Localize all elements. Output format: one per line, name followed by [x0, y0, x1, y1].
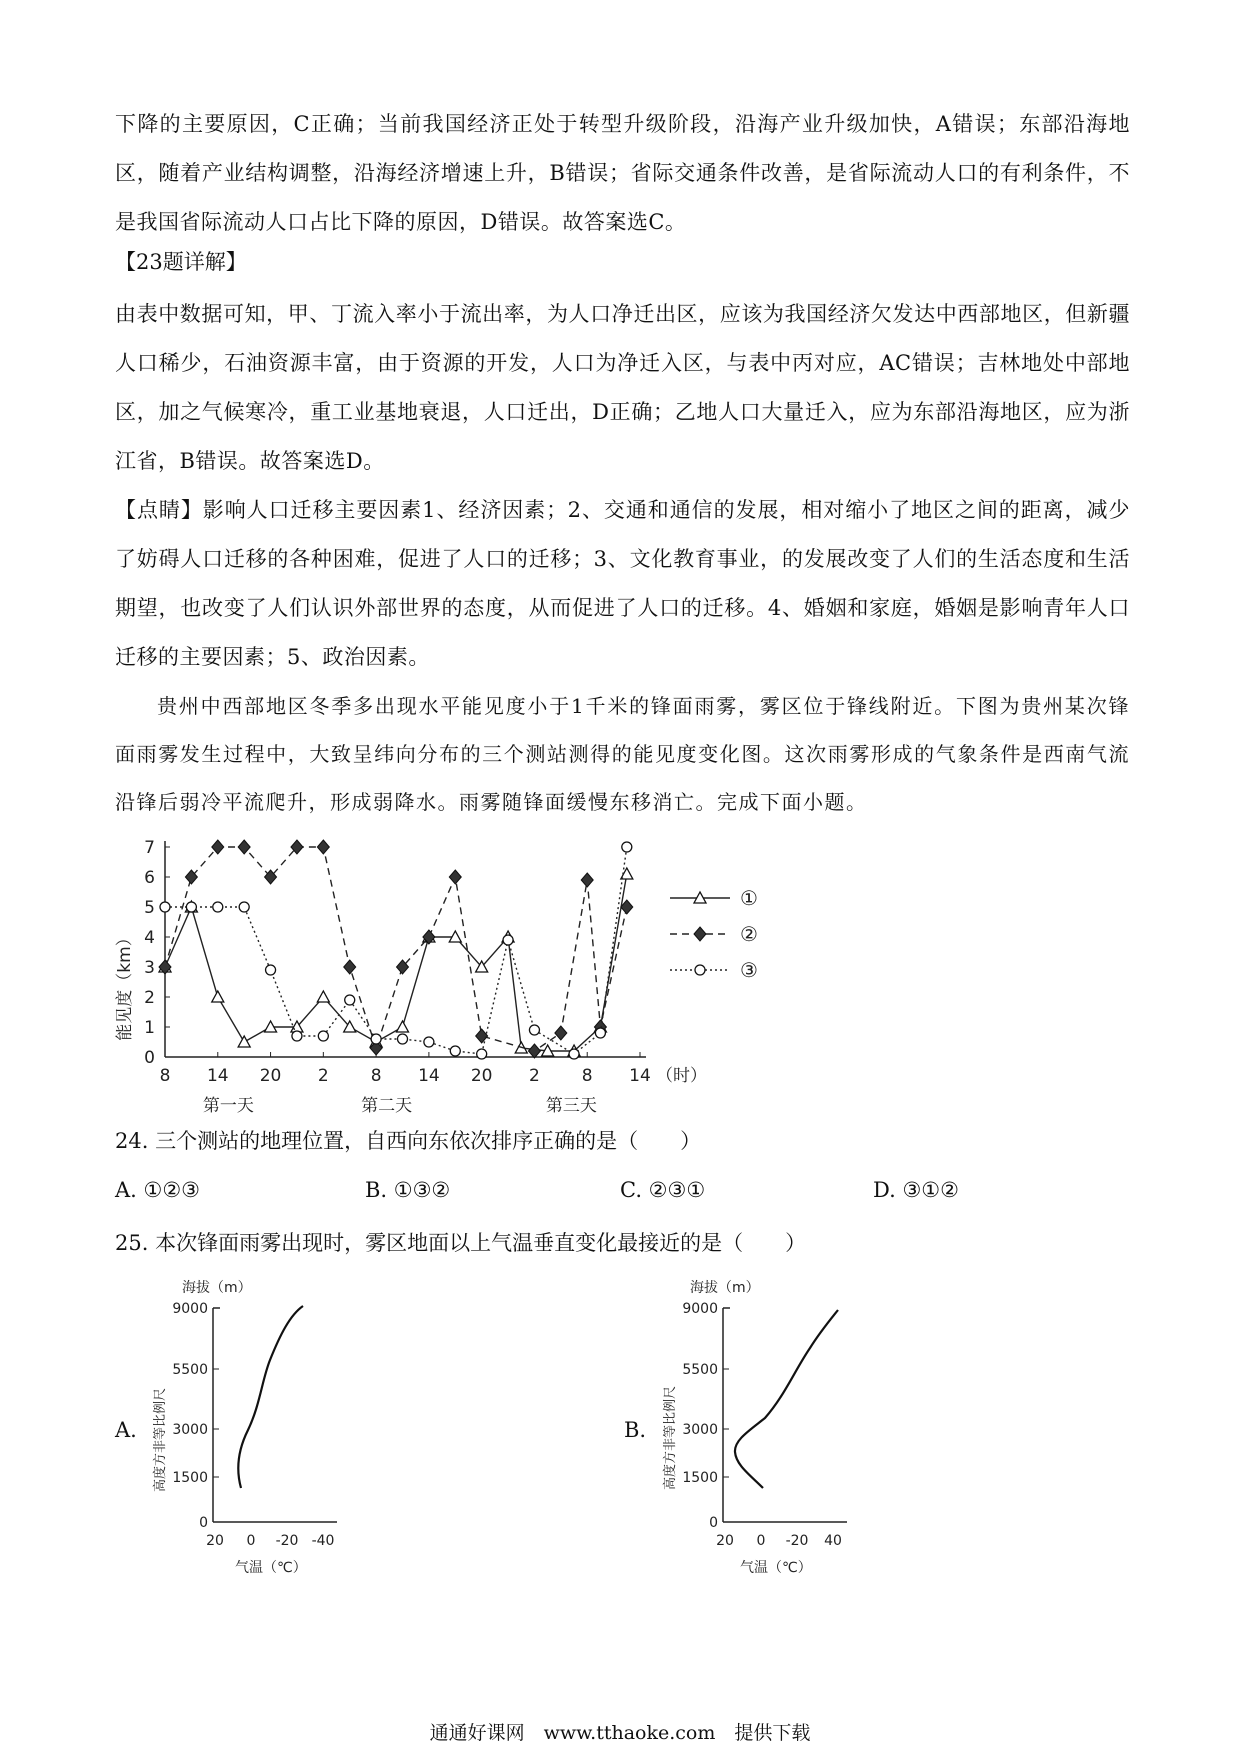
- graph-a-ytick-1500: 1500: [172, 1470, 208, 1486]
- graph-a-xtick-20: 20: [206, 1533, 224, 1549]
- data-point-circle: [477, 1049, 487, 1059]
- data-point-circle: [371, 1034, 381, 1044]
- graph-a-temperature-curve: [238, 1306, 303, 1488]
- y-tick-label: 1: [144, 1018, 155, 1038]
- x-tick-label: 14: [206, 1066, 229, 1086]
- q24-option-c[interactable]: C. ②③①: [620, 1178, 706, 1202]
- graph-a-xlabel: 气温（℃）: [235, 1560, 307, 1576]
- data-point-circle: [160, 902, 170, 912]
- graph-b-xtick-40: 40: [824, 1533, 842, 1549]
- legend-label: ③: [740, 958, 758, 982]
- data-point-circle: [595, 1028, 605, 1038]
- data-point-circle: [239, 902, 249, 912]
- graph-a-ytick-3000: 3000: [172, 1422, 208, 1438]
- graph-a-ytick-5500: 5500: [172, 1362, 208, 1378]
- data-point-diamond: [555, 1026, 567, 1040]
- q24-option-a[interactable]: A. ①②③: [115, 1178, 200, 1202]
- graph-b-xtick-0: 0: [756, 1533, 766, 1549]
- x-tick-label: 2: [317, 1066, 329, 1086]
- graph-b-ylabel-side: 高度方非等比例尺: [663, 1385, 678, 1491]
- x-tick-label: 8: [159, 1066, 171, 1086]
- q25-graph-b: [650, 1270, 870, 1580]
- question-25-stem: 25. 本次锋面雨雾出现时，雾区地面以上气温垂直变化最接近的是（ ）: [115, 1231, 807, 1255]
- graph-a-ylabel-top: 海拔（m）: [182, 1280, 252, 1296]
- y-tick-label: 6: [144, 868, 155, 888]
- day-label: 第一天: [202, 1096, 254, 1116]
- data-point-circle: [398, 1034, 408, 1044]
- legend-label: ②: [740, 922, 758, 946]
- graph-b-ytick-9000: 9000: [682, 1301, 718, 1317]
- data-point-diamond: [344, 960, 356, 974]
- x-unit-label: （时）: [656, 1066, 707, 1086]
- y-tick-label: 4: [144, 928, 155, 948]
- x-tick-label: 20: [470, 1066, 493, 1086]
- chart-legend: [670, 880, 800, 1000]
- graph-b-ytick-5500: 5500: [682, 1362, 718, 1378]
- y-tick-label: 7: [144, 838, 155, 858]
- day-label: 第二天: [361, 1096, 413, 1116]
- data-point-diamond: [449, 870, 461, 884]
- graph-b-ylabel-top: 海拔（m）: [690, 1280, 760, 1296]
- graph-b-xlabel: 气温（℃）: [740, 1560, 812, 1576]
- day-label: 第三天: [545, 1096, 597, 1116]
- q24-option-d[interactable]: D. ③①②: [873, 1178, 959, 1202]
- y-tick-label: 5: [144, 898, 155, 918]
- data-point-circle: [529, 1025, 539, 1035]
- q25-option-a-label[interactable]: A.: [115, 1418, 137, 1442]
- paragraph-23-explanation: 由表中数据可知，甲、丁流入率小于流出率，为人口净迁出区，应该为我国经济欠发达中西部地区，但新疆人口稀少，石油资源丰富，由于资源的开发，人口为净迁入区，与表中丙对应，AC错误；吉林地处中部地区，加之气候寒冷，重工业基地衰退，人口迁出，D正确；乙地人口大量迁入，应为东部沿海地区，应为浙江省，B错误。故答案选D。: [115, 302, 1130, 473]
- y-tick-label: 0: [144, 1048, 155, 1068]
- data-point-diamond: [694, 927, 706, 941]
- graph-a-ytick-0: 0: [199, 1515, 208, 1531]
- data-point-circle: [213, 902, 223, 912]
- data-point-circle: [450, 1046, 460, 1056]
- paragraph-22-explanation-end: 下降的主要原因，C正确；当前我国经济正处于转型升级阶段，沿海产业升级加快，A错误；东部沿海地区，随着产业结构调整，沿海经济增速上升，B错误；省际交通条件改善，是省际流动人口的有利条件，不是我国省际流动人口占比下降的原因，D错误。故答案选C。: [115, 112, 1130, 234]
- graph-b-ytick-0: 0: [709, 1515, 718, 1531]
- graph-a-ylabel-side: 高度方非等比例尺: [153, 1387, 168, 1493]
- q25-graph-a: [140, 1270, 360, 1580]
- x-tick-label: 8: [370, 1066, 382, 1086]
- heading-q23-explanation: 【23题详解】: [115, 250, 247, 274]
- data-point-circle: [266, 965, 276, 975]
- graph-a-xtick-0: 0: [246, 1533, 256, 1549]
- series-line-1: [165, 874, 627, 1051]
- data-point-circle: [318, 1031, 328, 1041]
- data-point-circle: [695, 965, 705, 975]
- data-point-diamond: [476, 1029, 488, 1043]
- data-point-circle: [186, 902, 196, 912]
- data-point-triangle: [238, 1036, 250, 1047]
- series-line-2: [165, 847, 627, 1051]
- q25-option-b-label[interactable]: B.: [624, 1418, 647, 1442]
- series-line-3: [165, 847, 627, 1054]
- graph-a-xtick-minus20: -20: [275, 1533, 299, 1549]
- data-point-triangle: [397, 1021, 409, 1032]
- data-point-triangle: [212, 991, 224, 1002]
- x-tick-label: 14: [629, 1066, 651, 1086]
- q24-option-b[interactable]: B. ①③②: [365, 1178, 451, 1202]
- data-point-circle: [503, 935, 513, 945]
- graph-b-ytick-1500: 1500: [682, 1470, 718, 1486]
- data-point-circle: [292, 1031, 302, 1041]
- data-point-triangle: [317, 991, 329, 1002]
- graph-a-xtick-minus40: -40: [311, 1533, 335, 1549]
- visibility-chart: [108, 835, 748, 1125]
- graph-b-ytick-3000: 3000: [682, 1422, 718, 1438]
- x-tick-label: 14: [418, 1066, 440, 1086]
- question-24-stem: 24. 三个测站的地理位置，自西向东依次排序正确的是（ ）: [115, 1129, 702, 1153]
- x-tick-label: 2: [529, 1066, 540, 1086]
- x-tick-label: 8: [581, 1066, 593, 1086]
- data-point-circle: [345, 995, 355, 1005]
- data-point-diamond: [528, 1044, 540, 1058]
- paragraph-key-points: 【点睛】影响人口迁移主要因素1、经济因素；2、交通和通信的发展，相对缩小了地区之间的距离，减少了妨碍人口迁移的各种困难，促进了人口的迁移；3、文化教育事业，的发展改变了人们的生活态度和生活期望，也改变了人们认识外部世界的态度，从而促进了人口的迁移。4、婚姻和家庭，婚姻是影响青年人口迁移的主要因素；5、政治因素。: [115, 498, 1130, 669]
- page-footer: 通通好课网 www.tthaoke.com 提供下载: [429, 1722, 811, 1744]
- data-point-circle: [622, 842, 632, 852]
- graph-b-xtick-minus20: -20: [785, 1533, 809, 1549]
- data-point-diamond: [238, 840, 250, 854]
- data-point-diamond: [212, 840, 224, 854]
- x-tick-label: 20: [259, 1066, 282, 1086]
- paragraph-question-intro: 贵州中西部地区冬季多出现水平能见度小于1千米的锋面雨雾，雾区位于锋线附近。下图为贵州某次锋面雨雾发生过程中，大致呈纬向分布的三个测站测得的能见度变化图。这次雨雾形成的气象条件是西南气流沿锋后弱冷平流爬升，形成弱降水。雨雾随锋面缓慢东移消亡。完成下面小题。: [115, 694, 1130, 814]
- graph-a-ytick-9000: 9000: [172, 1301, 208, 1317]
- graph-b-xtick-20: 20: [716, 1533, 734, 1549]
- data-point-diamond: [317, 840, 329, 854]
- data-point-circle: [569, 1049, 579, 1059]
- y-tick-label: 3: [144, 958, 155, 978]
- chart-y-axis-label: 能见度（km）: [115, 929, 135, 1041]
- graph-b-temperature-curve: [735, 1310, 838, 1488]
- data-point-diamond: [581, 873, 593, 887]
- y-tick-label: 2: [144, 988, 155, 1008]
- legend-label: ①: [740, 886, 758, 910]
- data-point-circle: [424, 1037, 434, 1047]
